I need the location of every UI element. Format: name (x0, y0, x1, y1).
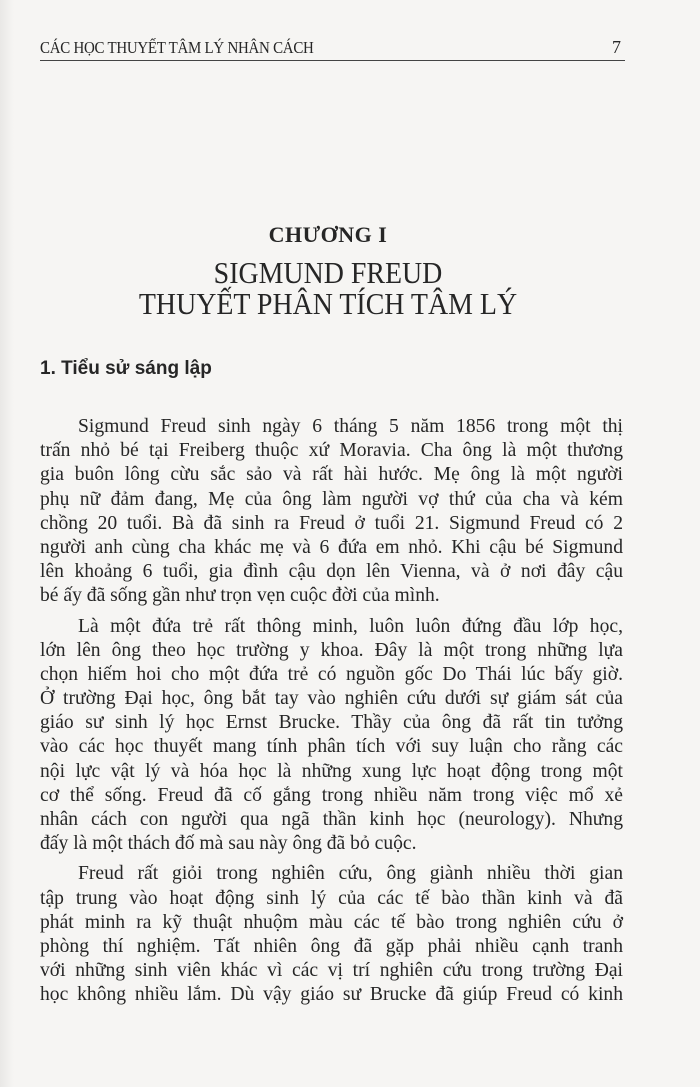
text-line: với những sinh viên khác vì các vị trí nghiên cứu trong trường Đại (40, 960, 623, 982)
text-line: chọn hiếm hoi cho một đứa trẻ có nguồn gốc Do Thái lúc bấy giờ. (40, 663, 623, 685)
text-line: vào các học thuyết mang tính phân tích với suy luận cho rằng các (40, 736, 623, 758)
text-line: bé ấy đã sống gần như trọn vẹn cuộc đời của mình. (40, 585, 440, 607)
paragraph (40, 415, 623, 609)
chapter-title: SIGMUND FREUD (213, 255, 443, 290)
text-line: gia buôn lông cừu sắc sảo và rất hài hước. Mẹ ông là một người (40, 464, 623, 486)
text-line: người anh cùng cha khác mẹ và 6 đứa em nhỏ. Khi cậu bé Sigmund (40, 536, 623, 558)
text-line: cơ thể sống. Freud đã cố gắng trong nhiều năm trong việc mổ xẻ (40, 784, 623, 806)
text-line: giáo sư sinh lý học Ernst Brucke. Thầy của ông đã rất tin tưởng (40, 712, 623, 734)
page-edge-shadow (0, 0, 14, 1087)
text-line: tập trung vào hoạt động sinh lý của các tế bào thần kinh và đã (40, 887, 623, 909)
page-number: 7 (612, 37, 621, 57)
text-line: Là một đứa trẻ rất thông minh, luôn luôn đứng đầu lớp học, (78, 615, 623, 637)
text-line: phụ nữ đảm đang, Mẹ của ông làm người vợ thứ của cha và kém (40, 488, 623, 510)
text-line: Ở trường Đại học, ông bắt tay vào nghiên cứu dưới sự giám sát của (40, 688, 623, 710)
text-line: phòng thí nghiệm. Tất nhiên ông đã gặp phải nhiều cạnh tranh (40, 935, 623, 957)
running-title: CÁC HỌC THUYẾT TÂM LÝ NHÂN CÁCH (40, 38, 314, 57)
paragraph (40, 862, 623, 1007)
chapter-label: CHƯƠNG I (268, 222, 388, 247)
paragraph (40, 615, 623, 857)
text-line: Sigmund Freud sinh ngày 6 tháng 5 năm 1856 trong một thị (78, 416, 623, 437)
text-line: Freud rất giỏi trong nghiên cứu, ông giành nhiều thời gian (78, 863, 623, 885)
text-line: đấy là một thách đố mà sau này ông đã bỏ cuộc. (40, 833, 417, 855)
chapter-subtitle: THUYẾT PHÂN TÍCH TÂM LÝ (138, 286, 518, 321)
text-line: lớn lên ông theo học trường y khoa. Đây là một trong những lựa (40, 639, 623, 661)
text-line: nhân cách con người qua ngã thần kinh học (neurology). Nhưng (40, 809, 623, 830)
body-text (40, 415, 623, 1014)
text-line: trấn nhỏ bé tại Freiberg thuộc xứ Moravia. Cha ông là một thương (40, 440, 623, 462)
text-line: học không nhiều lắm. Dù vậy giáo sư Brucke đã giúp Freud có kinh (40, 984, 623, 1006)
text-line: nội lực vật lý và hóa học là những xung lực hoạt động trong một (40, 760, 623, 782)
text-line: phát minh ra kỹ thuật nhuộm màu các tế bào trong nghiên cứu ở (40, 911, 623, 933)
section-heading: 1. Tiểu sử sáng lập (40, 358, 212, 379)
text-line: chồng 20 tuổi. Bà đã sinh ra Freud ở tuổi 21. Sigmund Freud có 2 (40, 512, 623, 534)
running-header (40, 36, 625, 61)
text-line: lên khoảng 6 tuổi, gia đình cậu dọn lên Vienna, và ở nơi đây cậu (40, 561, 623, 583)
